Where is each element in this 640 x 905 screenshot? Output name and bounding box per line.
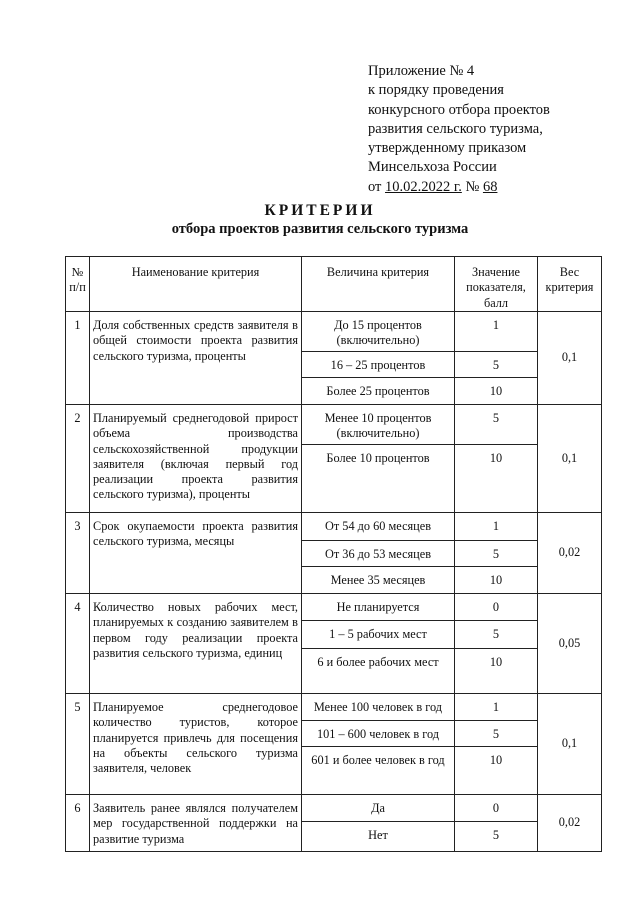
criterion-score: 5 [455, 352, 538, 378]
criterion-name: Планируемый среднегодовой прирост объема производства сельскохозяйственной продукции заявителя (включая первый год реализации проекта развития сельского туризма), проценты [90, 405, 302, 513]
table-row [66, 513, 602, 541]
criterion-score: 0 [455, 795, 538, 822]
criterion-weight: 0,02 [538, 795, 602, 852]
table-row [66, 312, 602, 352]
document-subtitle: отбора проектов развития сельского туризма [171, 221, 469, 237]
criterion-number: 4 [66, 594, 90, 694]
criterion-value: Более 10 процентов [302, 445, 455, 513]
criterion-name: Срок окупаемости проекта развития сельского туризма, месяцы [90, 513, 302, 594]
criterion-weight: 0,1 [538, 405, 602, 513]
criterion-weight: 0,1 [538, 694, 602, 795]
criterion-value: От 36 до 53 месяцев [302, 541, 455, 567]
header-row [66, 257, 602, 312]
criterion-name: Доля собственных средств заявителя в общей стоимости проекта развития сельского туризма, проценты [90, 312, 302, 405]
criterion-score: 1 [455, 694, 538, 721]
order-date: 10.02.2022 г. [385, 178, 462, 195]
appendix-line: к порядку проведения [368, 82, 504, 99]
criterion-weight: 0,1 [538, 312, 602, 405]
document-title: КРИТЕРИИ [264, 202, 376, 219]
criterion-value: Да [302, 795, 455, 822]
table-row [66, 795, 602, 822]
number-prefix: № [461, 178, 483, 195]
criterion-number: 1 [66, 312, 90, 405]
criterion-value: От 54 до 60 месяцев [302, 513, 455, 541]
criterion-value: 601 и более человек в год [302, 747, 455, 795]
header-value: Величина критерия [302, 257, 455, 312]
criterion-score: 1 [455, 513, 538, 541]
criterion-score: 10 [455, 378, 538, 405]
criterion-score: 10 [455, 567, 538, 594]
order-number: 68 [482, 178, 498, 195]
criterion-value: Менее 100 человек в год [302, 694, 455, 721]
order-date-line [368, 178, 628, 197]
criterion-score: 5 [455, 621, 538, 649]
criterion-score: 10 [455, 747, 538, 795]
criterion-value: 6 и более рабочих мест [302, 649, 455, 694]
header-weight: Вес критерия [538, 257, 602, 312]
appendix-line: Минсельхоза России [368, 159, 497, 176]
header-num: № п/п [66, 257, 90, 312]
appendix-line: развития сельского туризма, [368, 120, 543, 137]
header-score: Значение показателя, балл [455, 257, 538, 312]
criterion-name: Количество новых рабочих мест, планируемых к созданию заявителем в первом году реализации проекта развития сельского туризма, единиц [90, 594, 302, 694]
criterion-score: 1 [455, 312, 538, 352]
criterion-score: 5 [455, 541, 538, 567]
date-prefix: от [368, 178, 386, 195]
criterion-weight: 0,05 [538, 594, 602, 694]
criterion-value: 1 – 5 рабочих мест [302, 621, 455, 649]
criterion-value: Более 25 процентов [302, 378, 455, 405]
criterion-value: Не планируется [302, 594, 455, 621]
criterion-value: Менее 35 месяцев [302, 567, 455, 594]
criterion-score: 5 [455, 405, 538, 445]
appendix-line: Приложение № 4 [368, 63, 475, 79]
criterion-score: 10 [455, 445, 538, 513]
criterion-value: Менее 10 процентов (включительно) [302, 405, 455, 445]
criterion-value: 16 – 25 процентов [302, 352, 455, 378]
criterion-number: 5 [66, 694, 90, 795]
appendix-line: утвержденному приказом [368, 140, 527, 157]
criterion-name: Планируемое среднегодовое количество туристов, которое планируется привлечь для посещения на объекты сельского туризма заявителя, человек [90, 694, 302, 795]
header-name: Наименование критерия [90, 257, 302, 312]
criterion-value: Нет [302, 821, 455, 851]
criterion-name: Заявитель ранее являлся получателем мер государственной поддержки на развитие туризма [90, 795, 302, 852]
criterion-score: 5 [455, 821, 538, 851]
criterion-score: 0 [455, 594, 538, 621]
criterion-value: До 15 процентов (включительно) [302, 312, 455, 352]
appendix-block [368, 62, 628, 197]
table-row [66, 405, 602, 445]
appendix-line: конкурсного отбора проектов [368, 101, 550, 118]
criterion-score: 10 [455, 649, 538, 694]
criterion-number: 3 [66, 513, 90, 594]
criterion-number: 6 [66, 795, 90, 852]
table-row [66, 694, 602, 721]
table-row [66, 594, 602, 621]
criterion-weight: 0,02 [538, 513, 602, 594]
criterion-value: 101 – 600 человек в год [302, 721, 455, 747]
criteria-table [65, 256, 602, 852]
criterion-number: 2 [66, 405, 90, 513]
criterion-score: 5 [455, 721, 538, 747]
